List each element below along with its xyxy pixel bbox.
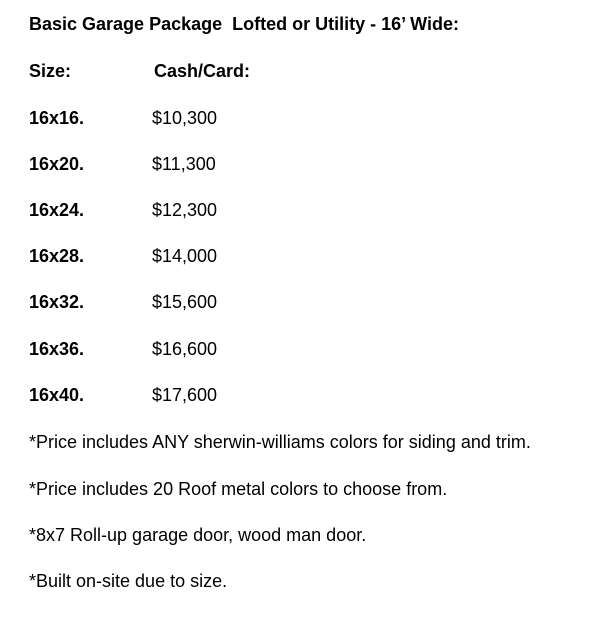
row-size: 16x36. (29, 339, 85, 359)
row-size: 16x16. (29, 108, 85, 128)
note-built-onsite: *Built on-site due to size. (29, 571, 228, 591)
row-size: 16x40. (29, 385, 85, 405)
price-row (0, 246, 600, 270)
row-size: 16x24. (29, 200, 85, 220)
price-row (0, 154, 600, 178)
size-column-header: Size: (29, 61, 72, 81)
price-row (0, 385, 600, 409)
row-price: $12,300 (152, 200, 218, 220)
note-colors-siding: *Price includes ANY sherwin-williams colors for siding and trim. (29, 432, 531, 452)
price-row (0, 339, 600, 363)
row-price: $15,600 (152, 292, 218, 312)
row-size: 16x32. (29, 292, 85, 312)
price-row (0, 108, 600, 132)
note-roof-colors: *Price includes 20 Roof metal colors to choose from. (29, 479, 448, 499)
price-row (0, 200, 600, 224)
row-price: $11,300 (152, 154, 216, 174)
page-title: Basic Garage Package Lofted or Utility - 16’ Wide: (29, 14, 459, 34)
row-price: $10,300 (152, 108, 218, 128)
row-price: $14,000 (152, 246, 218, 266)
price-column-header: Cash/Card: (154, 61, 251, 81)
row-size: 16x28. (29, 246, 85, 266)
row-size: 16x20. (29, 154, 85, 174)
note-doors: *8x7 Roll-up garage door, wood man door. (29, 525, 367, 545)
row-price: $17,600 (152, 385, 218, 405)
price-row (0, 292, 600, 316)
row-price: $16,600 (152, 339, 218, 359)
